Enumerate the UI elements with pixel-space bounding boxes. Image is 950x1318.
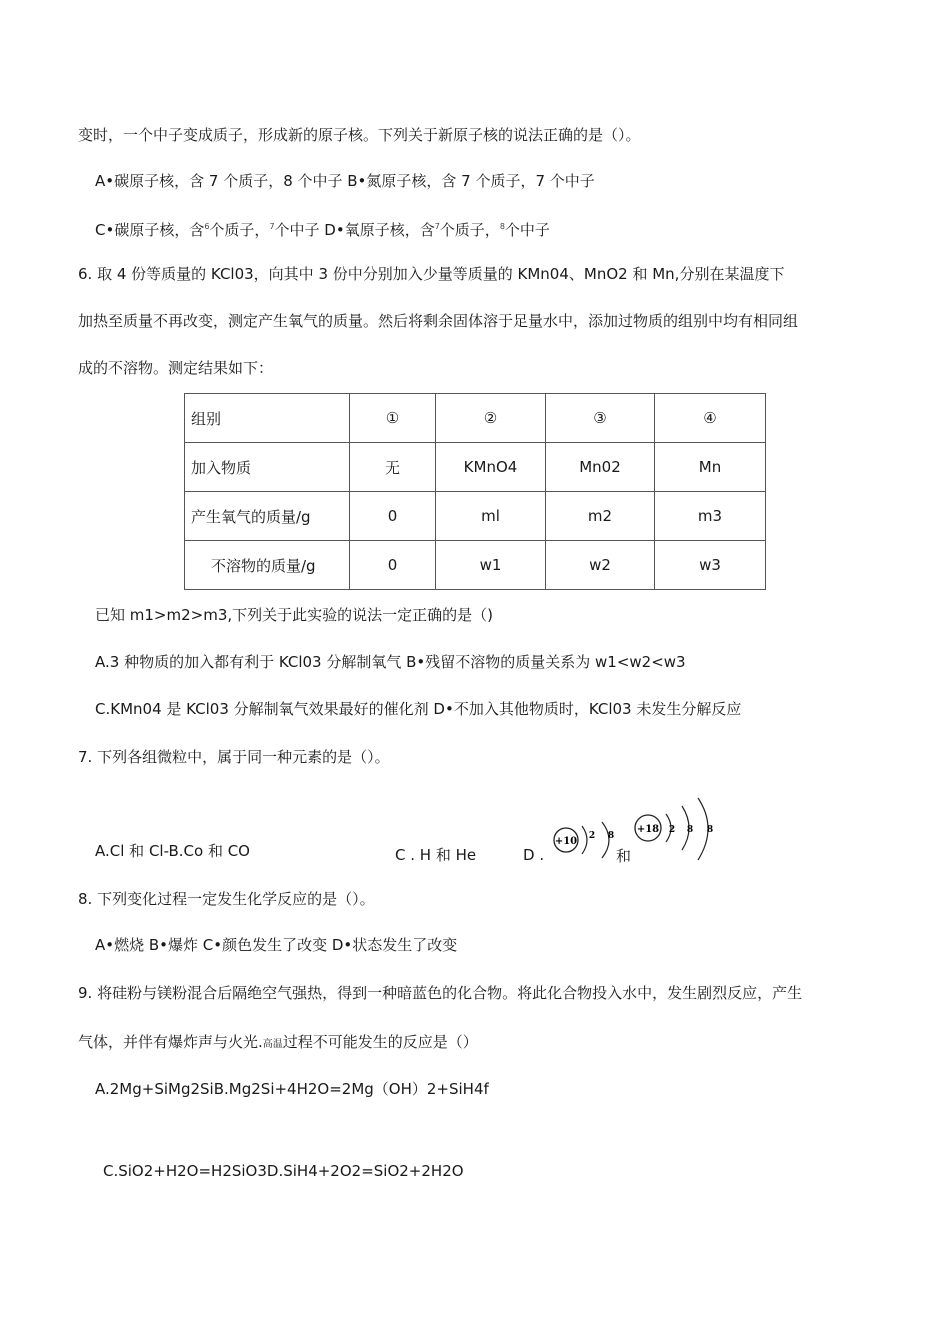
shell-electrons: 8: [686, 825, 694, 835]
q5-sup-1: 6: [204, 222, 210, 231]
q5-opt-c-mid2: 个中子 D•氧原子核，含: [274, 221, 435, 239]
neon-atom-diagram: [548, 816, 626, 868]
q6-line-3: 成的不溶物。测定结果如下：: [78, 359, 274, 377]
table-cell: m3: [655, 492, 766, 541]
table-row: [185, 443, 766, 492]
q7-d-join: 和: [616, 847, 632, 865]
q6-options-cd: C.KMn04 是 KCl03 分解制氧气效果最好的催化剂 D•不加入其他物质时，KCl03 未发生分解反应: [95, 700, 742, 718]
q5-opt-c-mid3: 个质子，: [439, 221, 500, 239]
table-cell: w3: [655, 541, 766, 590]
q9-options-ab: A.2Mg+SiMg2SiB.Mg2Si+4H2O=2Mg（OH）2+SiH4f: [95, 1080, 489, 1098]
table-row: [185, 394, 766, 443]
table-row: [185, 541, 766, 590]
table-cell: ml: [436, 492, 546, 541]
table-cell: 无: [350, 443, 436, 492]
q7-option-d: D .: [523, 846, 545, 864]
q7-options-ab: A.Cl 和 Cl-B.Co 和 CO: [95, 842, 250, 860]
q7-option-c: C . H 和 He: [395, 846, 477, 864]
q5-sup-3: 7: [434, 222, 440, 231]
q5-opt-c-end: 个中子: [504, 221, 550, 239]
q7-stem: 7. 下列各组微粒中，属于同一种元素的是（）。: [78, 748, 390, 766]
q5-stem: 变时，一个中子变成质子，形成新的原子核。下列关于新原子核的说法正确的是（）。: [78, 126, 641, 144]
table-cell: w1: [436, 541, 546, 590]
q6-known: 已知 m1>m2>m3,下列关于此实验的说法一定正确的是（): [95, 606, 493, 624]
table-cell: Mn02: [546, 443, 655, 492]
nucleus-charge: +18: [636, 824, 660, 835]
table-row: [185, 492, 766, 541]
q9-options-cd: C.SiO2+H2O=H2SiO3D.SiH4+2O2=SiO2+2H2O: [103, 1162, 464, 1180]
q9-condition-label: 高温: [262, 1039, 283, 1050]
table-cell: ④: [655, 394, 766, 443]
q9-line-1: 9. 将硅粉与镁粉混合后隔绝空气强热，得到一种暗蓝色的化合物。将此化合物投入水中，发生剧烈反应，产生: [78, 984, 803, 1002]
q6-results-table: [184, 393, 766, 590]
shell-electrons: 8: [706, 825, 714, 835]
table-cell: m2: [546, 492, 655, 541]
table-cell: 组别: [185, 394, 350, 443]
shell-arc: [582, 826, 587, 854]
table-cell: 加入物质: [185, 443, 350, 492]
q5-sup-4: 8: [499, 222, 505, 231]
q5-opt-c-mid1: 个质子，: [209, 221, 270, 239]
q5-opt-c-pre: C•碳原子核，含: [95, 221, 205, 239]
table-cell: 产生氧气的质量/g: [185, 492, 350, 541]
table-cell: 0: [350, 492, 436, 541]
q9-line-2: [78, 1032, 478, 1055]
shell-electrons: 2: [668, 825, 676, 835]
table-cell: KMnO4: [436, 443, 546, 492]
q5-options-cd: [95, 217, 550, 240]
shell-electrons: 8: [607, 831, 615, 841]
q5-options-ab: A•碳原子核，含 7 个质子，8 个中子 B•氮原子核，含 7 个质子，7 个中子: [95, 172, 595, 190]
q6-line-2: 加热至质量不再改变，测定产生氧气的质量。然后将剩余固体溶于足量水中，添加过物质的组别中均有相同组: [78, 312, 799, 330]
table-cell: 0: [350, 541, 436, 590]
shell-electrons: 2: [588, 831, 596, 841]
q6-options-ab: A.3 种物质的加入都有利于 KCl03 分解制氧气 B•残留不溶物的质量关系为 w1<w2<w3: [95, 653, 686, 671]
table-cell: ③: [546, 394, 655, 443]
table-cell: Mn: [655, 443, 766, 492]
nucleus-charge: +10: [554, 836, 578, 847]
table-cell: w2: [546, 541, 655, 590]
table-cell: ①: [350, 394, 436, 443]
table-cell: 不溶物的质量/g: [185, 541, 350, 590]
q9-line-2-post: 过程不可能发生的反应是（）: [282, 1033, 478, 1051]
q9-line-2-pre: 气体，并伴有爆炸声与火光.: [78, 1033, 263, 1051]
q5-sup-2: 7: [269, 222, 275, 231]
q8-stem: 8. 下列变化过程一定发生化学反应的是（）。: [78, 890, 375, 908]
table-cell: ②: [436, 394, 546, 443]
q8-options: A•燃烧 B•爆炸 C•颜色发生了改变 D•状态发生了改变: [95, 936, 458, 954]
argon-atom-diagram: [630, 796, 720, 866]
q6-line-1: 6. 取 4 份等质量的 KCl03，向其中 3 份中分别加入少量等质量的 KMn04、MnO2 和 Mn,分别在某温度下: [78, 265, 785, 283]
